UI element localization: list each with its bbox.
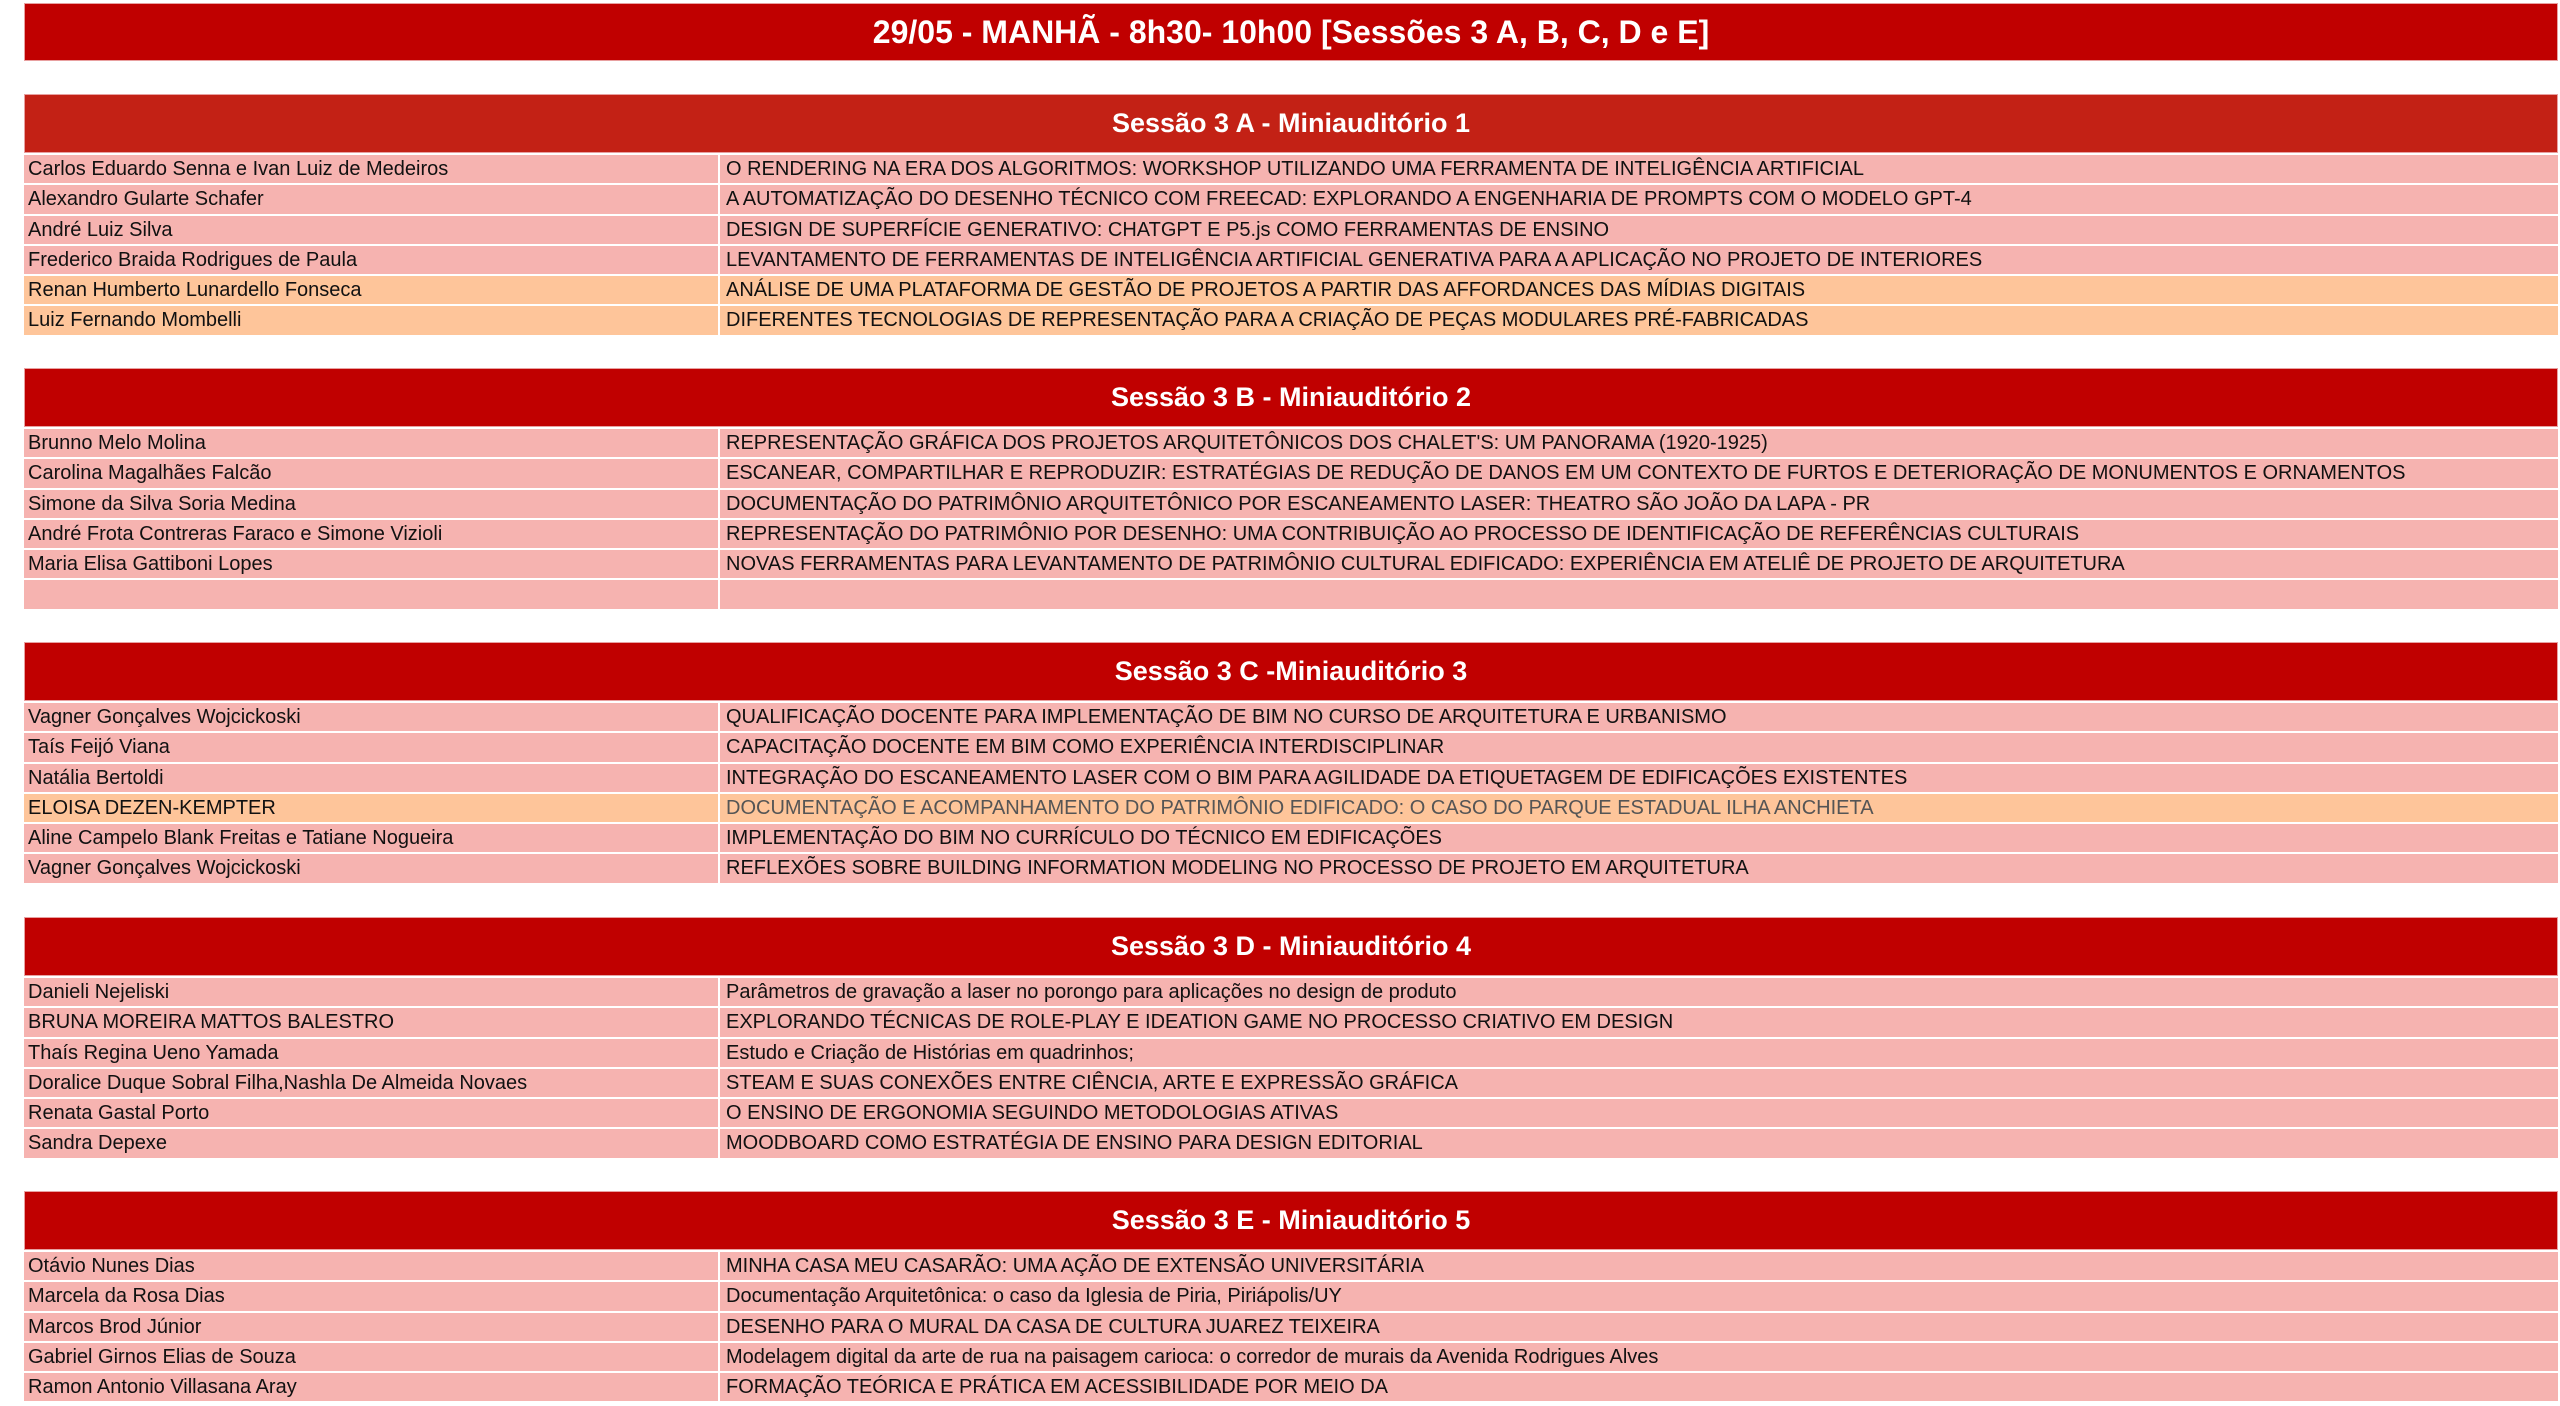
session-header bbox=[24, 917, 2558, 976]
table-row bbox=[24, 246, 2558, 274]
paper-title-cell: NOVAS FERRAMENTAS PARA LEVANTAMENTO DE PATRIMÔNIO CULTURAL EDIFICADO: EXPERIÊNCIA EM ATELIÊ DE PROJETO DE ARQUITETURA bbox=[718, 550, 2558, 578]
session-table bbox=[24, 1191, 2558, 1403]
presenter-name-cell: Carolina Magalhães Falcão bbox=[24, 459, 718, 487]
paper-title-cell: DOCUMENTAÇÃO DO PATRIMÔNIO ARQUITETÔNICO POR ESCANEAMENTO LASER: THEATRO SÃO JOÃO DA LAPA - PR bbox=[718, 490, 2558, 518]
paper-title-cell: EXPLORANDO TÉCNICAS DE ROLE-PLAY E IDEATION GAME NO PROCESSO CRIATIVO EM DESIGN bbox=[718, 1008, 2558, 1036]
table-row bbox=[24, 1069, 2558, 1097]
paper-title-cell: Estudo e Criação de Histórias em quadrinhos; bbox=[718, 1039, 2558, 1067]
presenter-name-cell: Renata Gastal Porto bbox=[24, 1099, 718, 1127]
table-row bbox=[24, 520, 2558, 548]
paper-title-cell: O RENDERING NA ERA DOS ALGORITMOS: WORKSHOP UTILIZANDO UMA FERRAMENTA DE INTELIGÊNCIA ARTIFICIAL bbox=[718, 155, 2558, 183]
paper-title-cell bbox=[718, 580, 2558, 608]
table-row bbox=[24, 764, 2558, 792]
table-row bbox=[24, 1099, 2558, 1127]
table-row bbox=[24, 216, 2558, 244]
session-title: Sessão 3 E - Miniauditório 5 bbox=[1111, 1205, 1471, 1235]
presenter-name-cell: André Frota Contreras Faraco e Simone Vizioli bbox=[24, 520, 718, 548]
table-row bbox=[24, 459, 2558, 487]
paper-title-cell: Parâmetros de gravação a laser no porongo para aplicações no design de produto bbox=[718, 978, 2558, 1006]
table-row bbox=[24, 1282, 2558, 1310]
session-title: Sessão 3 B - Miniauditório 2 bbox=[1110, 382, 1472, 412]
presenter-name-cell: Doralice Duque Sobral Filha,Nashla De Almeida Novaes bbox=[24, 1069, 718, 1097]
paper-title-cell: LEVANTAMENTO DE FERRAMENTAS DE INTELIGÊNCIA ARTIFICIAL GENERATIVA PARA A APLICAÇÃO NO PROJETO DE INTERIORES bbox=[718, 246, 2558, 274]
table-row bbox=[24, 733, 2558, 761]
paper-title-cell: CAPACITAÇÃO DOCENTE EM BIM COMO EXPERIÊNCIA INTERDISCIPLINAR bbox=[718, 733, 2558, 761]
paper-title-cell: A AUTOMATIZAÇÃO DO DESENHO TÉCNICO COM FREECAD: EXPLORANDO A ENGENHARIA DE PROMPTS COM O MODELO GPT-4 bbox=[718, 185, 2558, 213]
paper-title-cell: STEAM E SUAS CONEXÕES ENTRE CIÊNCIA, ARTE E EXPRESSÃO GRÁFICA bbox=[718, 1069, 2558, 1097]
table-row bbox=[24, 854, 2558, 882]
paper-title-cell: ESCANEAR, COMPARTILHAR E REPRODUZIR: ESTRATÉGIAS DE REDUÇÃO DE DANOS EM UM CONTEXTO DE FURTOS E DETERIORAÇÃO DE MONUMENTOS E ORNAMENTOS bbox=[718, 459, 2558, 487]
paper-title-cell: INTEGRAÇÃO DO ESCANEAMENTO LASER COM O BIM PARA AGILIDADE DA ETIQUETAGEM DE EDIFICAÇÕES EXISTENTES bbox=[718, 764, 2558, 792]
table-row bbox=[24, 185, 2558, 213]
presenter-name-cell: Marcela da Rosa Dias bbox=[24, 1282, 718, 1310]
page-title-banner bbox=[24, 3, 2558, 61]
presenter-name-cell: Vagner Gonçalves Wojcickoski bbox=[24, 703, 718, 731]
session-table bbox=[24, 642, 2558, 885]
table-row bbox=[24, 1313, 2558, 1341]
presenter-name-cell: Gabriel Girnos Elias de Souza bbox=[24, 1343, 718, 1371]
paper-title-cell: DIFERENTES TECNOLOGIAS DE REPRESENTAÇÃO PARA A CRIAÇÃO DE PEÇAS MODULARES PRÉ-FABRICADAS bbox=[718, 306, 2558, 334]
presenter-name-cell: Ramon Antonio Villasana Aray bbox=[24, 1373, 718, 1401]
session-title: Sessão 3 A - Miniauditório 1 bbox=[1111, 108, 1471, 138]
presenter-name-cell: Simone da Silva Soria Medina bbox=[24, 490, 718, 518]
presenter-name-cell: André Luiz Silva bbox=[24, 216, 718, 244]
paper-title-cell: REFLEXÕES SOBRE BUILDING INFORMATION MODELING NO PROCESSO DE PROJETO EM ARQUITETURA bbox=[718, 854, 2558, 882]
presenter-name-cell: Thaís Regina Ueno Yamada bbox=[24, 1039, 718, 1067]
presenter-name-cell: Luiz Fernando Mombelli bbox=[24, 306, 718, 334]
session-header bbox=[24, 368, 2558, 427]
presenter-name-cell: Sandra Depexe bbox=[24, 1129, 718, 1157]
page-title: 29/05 - MANHÃ - 8h30- 10h00 [Sessões 3 A, B, C, D e E] bbox=[872, 13, 1710, 50]
session-table bbox=[24, 94, 2558, 337]
presenter-name-cell: Renan Humberto Lunardello Fonseca bbox=[24, 276, 718, 304]
paper-title-cell: IMPLEMENTAÇÃO DO BIM NO CURRÍCULO DO TÉCNICO EM EDIFICAÇÕES bbox=[718, 824, 2558, 852]
table-row bbox=[24, 1039, 2558, 1067]
paper-title-cell: O ENSINO DE ERGONOMIA SEGUINDO METODOLOGIAS ATIVAS bbox=[718, 1099, 2558, 1127]
table-row bbox=[24, 550, 2558, 578]
paper-title-cell: DESIGN DE SUPERFÍCIE GENERATIVO: CHATGPT E P5.js COMO FERRAMENTAS DE ENSINO bbox=[718, 216, 2558, 244]
paper-title-cell: REPRESENTAÇÃO DO PATRIMÔNIO POR DESENHO: UMA CONTRIBUIÇÃO AO PROCESSO DE IDENTIFICAÇÃO DE REFERÊNCIAS CULTURAIS bbox=[718, 520, 2558, 548]
paper-title-cell: QUALIFICAÇÃO DOCENTE PARA IMPLEMENTAÇÃO DE BIM NO CURSO DE ARQUITETURA E URBANISMO bbox=[718, 703, 2558, 731]
table-row bbox=[24, 429, 2558, 457]
paper-title-cell: DOCUMENTAÇÃO E ACOMPANHAMENTO DO PATRIMÔNIO EDIFICADO: O CASO DO PARQUE ESTADUAL ILHA ANCHIETA bbox=[718, 794, 2558, 822]
paper-title-cell: MINHA CASA MEU CASARÃO: UMA AÇÃO DE EXTENSÃO UNIVERSITÁRIA bbox=[718, 1252, 2558, 1280]
table-row bbox=[24, 1373, 2558, 1401]
presenter-name-cell: ELOISA DEZEN-KEMPTER bbox=[24, 794, 718, 822]
presenter-name-cell: BRUNA MOREIRA MATTOS BALESTRO bbox=[24, 1008, 718, 1036]
paper-title-cell: MOODBOARD COMO ESTRATÉGIA DE ENSINO PARA DESIGN EDITORIAL bbox=[718, 1129, 2558, 1157]
table-row bbox=[24, 1252, 2558, 1280]
paper-title-cell: Modelagem digital da arte de rua na paisagem carioca: o corredor de murais da Avenida Rodrigues Alves bbox=[718, 1343, 2558, 1371]
presenter-name-cell: Frederico Braida Rodrigues de Paula bbox=[24, 246, 718, 274]
presenter-name-cell: Danieli Nejeliski bbox=[24, 978, 718, 1006]
session-table bbox=[24, 368, 2558, 611]
table-row bbox=[24, 276, 2558, 304]
presenter-name-cell: Maria Elisa Gattiboni Lopes bbox=[24, 550, 718, 578]
presenter-name-cell: Vagner Gonçalves Wojcickoski bbox=[24, 854, 718, 882]
presenter-name-cell: Alexandro Gularte Schafer bbox=[24, 185, 718, 213]
table-row bbox=[24, 490, 2558, 518]
paper-title-cell: REPRESENTAÇÃO GRÁFICA DOS PROJETOS ARQUITETÔNICOS DOS CHALET'S: UM PANORAMA (1920-1925) bbox=[718, 429, 2558, 457]
session-header bbox=[24, 94, 2558, 153]
presenter-name-cell: Brunno Melo Molina bbox=[24, 429, 718, 457]
table-row bbox=[24, 580, 2558, 608]
presenter-name-cell: Natália Bertoldi bbox=[24, 764, 718, 792]
paper-title-cell: Documentação Arquitetônica: o caso da Iglesia de Piria, Piriápolis/UY bbox=[718, 1282, 2558, 1310]
table-row bbox=[24, 306, 2558, 334]
presenter-name-cell: Marcos Brod Júnior bbox=[24, 1313, 718, 1341]
presenter-name-cell bbox=[24, 580, 718, 608]
table-row bbox=[24, 1129, 2558, 1157]
presenter-name-cell: Taís Feijó Viana bbox=[24, 733, 718, 761]
session-title: Sessão 3 C -Miniauditório 3 bbox=[1114, 656, 1468, 686]
table-row bbox=[24, 703, 2558, 731]
table-row bbox=[24, 794, 2558, 822]
paper-title-cell: ANÁLISE DE UMA PLATAFORMA DE GESTÃO DE PROJETOS A PARTIR DAS AFFORDANCES DAS MÍDIAS DIGITAIS bbox=[718, 276, 2558, 304]
session-table bbox=[24, 917, 2558, 1160]
session-header bbox=[24, 642, 2558, 701]
table-row bbox=[24, 1008, 2558, 1036]
table-row bbox=[24, 1343, 2558, 1371]
presenter-name-cell: Aline Campelo Blank Freitas e Tatiane Nogueira bbox=[24, 824, 718, 852]
presenter-name-cell: Otávio Nunes Dias bbox=[24, 1252, 718, 1280]
table-row bbox=[24, 155, 2558, 183]
table-row bbox=[24, 978, 2558, 1006]
presenter-name-cell: Carlos Eduardo Senna e Ivan Luiz de Medeiros bbox=[24, 155, 718, 183]
session-header bbox=[24, 1191, 2558, 1250]
paper-title-cell: DESENHO PARA O MURAL DA CASA DE CULTURA JUAREZ TEIXEIRA bbox=[718, 1313, 2558, 1341]
session-title: Sessão 3 D - Miniauditório 4 bbox=[1110, 931, 1472, 961]
paper-title-cell: FORMAÇÃO TEÓRICA E PRÁTICA EM ACESSIBILIDADE POR MEIO DA bbox=[718, 1373, 2558, 1401]
table-row bbox=[24, 824, 2558, 852]
